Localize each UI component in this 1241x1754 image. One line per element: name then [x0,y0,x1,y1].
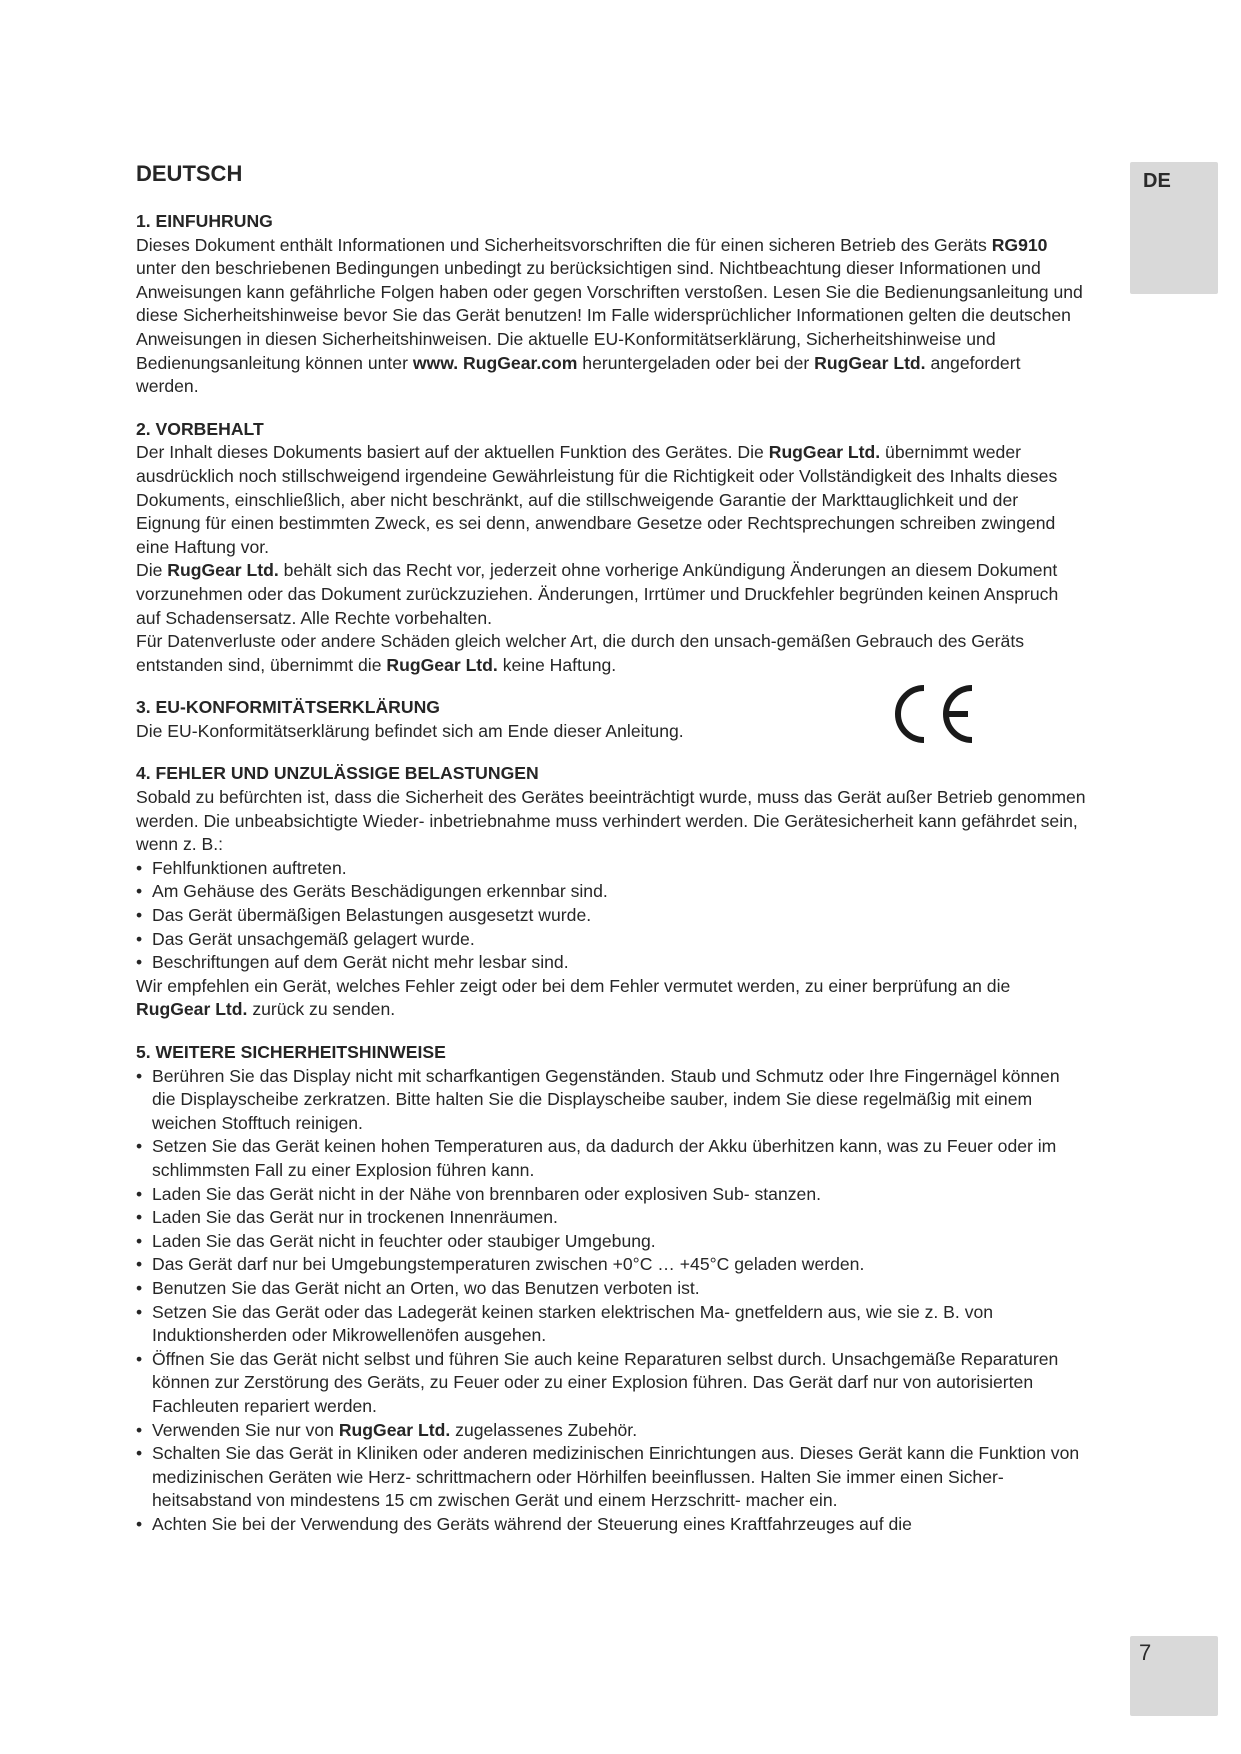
model-name: RG910 [991,234,1048,255]
paragraph [136,441,1086,559]
text-run: Wir empfehlen ein Gerät, welches Fehler zeigt oder bei dem Fehler vermutet werden, zu einer berprüfung an die [136,975,1011,996]
list-item: • Das Gerät übermäßigen Belastungen ausgesetzt wurde. [136,904,1086,928]
company-name: RugGear Ltd. [167,560,279,581]
list-item [136,1419,1086,1443]
section-faults [136,762,1086,1022]
section-disclaimer [136,418,1086,678]
text-run: behält sich das Recht vor, jederzeit ohne vorherige Ankündigung Änderungen an diesem Dokument vorzunehmen oder das Dokument zurückzuziehen. Änderungen, Irrtümer und Druckfehler begründen keinen Anspruch auf Schadensersatz. Alle Rechte vorbehalten. [136,560,1059,628]
paragraph [136,630,1086,677]
text-run: Der Inhalt dieses Dokuments basiert auf der aktuellen Funktion des Gerätes. Die [136,442,769,463]
language-tab-label: DE [1143,170,1171,192]
text-run: heruntergeladen oder bei der [577,352,815,373]
list-item: • Laden Sie das Gerät nicht in feuchter oder staubiger Umgebung. [136,1230,1086,1254]
page-number: 7 [1139,1640,1152,1665]
list-item: • Schalten Sie das Gerät in Kliniken oder anderen medizinischen Einrichtungen aus. Dieses Gerät kann die Funktion von medizinischen Geräten wie Herz- schrittmachern oder Hörhilfen beeinflussen. Halten Sie immer einen Sicher- heitsabstand von mindestens 15 cm zwischen Gerät und einem Herzschritt- macher ein. [136,1442,1086,1513]
fault-list [136,857,1086,975]
list-item: • Beschriftungen auf dem Gerät nicht mehr lesbar sind. [136,951,1086,975]
text-run: zugelassenes Zubehör. [450,1419,638,1440]
text-run: Dieses Dokument enthält Informationen und Sicherheitsvorschriften die für einen sicheren Betrieb des Geräts [136,234,992,255]
page-number-tab [1130,1636,1218,1716]
company-name: RugGear Ltd. [136,999,248,1020]
section-heading: 3. EU-KONFORMITÄTSERKLÄRUNG [136,697,440,718]
list-item: • Setzen Sie das Gerät keinen hohen Temperaturen aus, da dadurch der Akku überhitzen kann, was zu Feuer oder im schlimmsten Fall zu einer Explosion führen kann. [136,1135,1086,1182]
text-run: Verwenden Sie nur von [152,1419,339,1440]
section-heading: 2. VORBEHALT [136,418,264,439]
company-name: RugGear Ltd. [768,442,881,463]
document-title: DEUTSCH [136,161,243,186]
text-run: Für Datenverluste oder andere Schäden gleich welcher Art, die durch den unsach-gemäßen Gebrauch des Geräts entstanden sind, übernimmt die [136,631,1025,675]
section-eu-conformity [136,696,1086,743]
list-item: • Am Gehäuse des Geräts Beschädigungen erkennbar sind. [136,880,1086,904]
paragraph [136,234,1086,399]
paragraph [136,975,1086,1022]
list-item: • Das Gerät darf nur bei Umgebungstemperaturen zwischen +0°C … +45°C geladen werden. [136,1253,1086,1277]
text-run: unter den beschriebenen Bedingungen unbedingt zu berücksichtigen sind. Nichtbeachtung dieser Informationen und Anweisungen kann gefährliche Folgen haben oder gegen Vorschriften verstoßen. Lesen Sie die Bedienungsanleitung und diese Sicherheitshinweise bevor Sie das Gerät benutzen! Im Falle widersprüchlicher Informationen gelten die deutschen Anweisungen in diesen Sicherheitshinweisen. Die aktuelle EU-Konformitätserklärung, Sicherheitshinweise und Bedienungsanleitung können unter [136,258,1083,373]
text-run: übernimmt weder ausdrücklich noch stillschweigend irgendeine Gewährleistung für die Richtigkeit oder Vollständigkeit des Inhalts dieses Dokuments, einschließlich, aber nicht beschränkt, auf die stillschweigende Garantie der Markttauglichkeit und der Eignung für einen bestimmten Zweck, es sei denn, anwendbare Gesetze oder Rechtsprechungen schreiben zwingend eine Haftung vor. [136,442,1058,557]
company-name: RugGear Ltd. [338,1419,451,1440]
text-run: keine Haftung. [497,654,617,675]
list-item: • Berühren Sie das Display nicht mit scharfkantigen Gegenständen. Staub und Schmutz oder Ihre Fingernägel können die Displayscheibe zerkratzen. Bitte halten Sie die Displayscheibe sauber, indem Sie diese regelmäßig mit einem weichen Stofftuch reinigen. [136,1065,1086,1136]
text-run: Die [136,560,168,581]
company-name: RugGear Ltd. [814,352,926,373]
list-item: • Laden Sie das Gerät nur in trockenen Innenräumen. [136,1206,1086,1230]
section-heading: 5. WEITERE SICHERHEITSHINWEISE [136,1042,446,1062]
language-tab [1130,162,1218,294]
document-content [136,160,1086,1555]
text-run: zurück zu senden. [247,999,396,1020]
text-run: angefordert werden. [136,352,1021,397]
list-item: • Benutzen Sie das Gerät nicht an Orten, wo das Benutzen verboten ist. [136,1277,1086,1301]
paragraph: Sobald zu befürchten ist, dass die Sicherheit des Gerätes beeinträchtigt wurde, muss das Gerät außer Betrieb genommen werden. Die unbeabsichtigte Wieder- inbetriebnahme muss verhindert werden. Die Gerätesicherheit kann gefährdet sein, wenn z. B.: [136,787,1086,855]
list-item: • Das Gerät unsachgemäß gelagert wurde. [136,928,1086,952]
paragraph [136,559,1086,630]
list-item: • Achten Sie bei der Verwendung des Geräts während der Steuerung eines Kraftfahrzeuges auf die [136,1513,1086,1537]
safety-list [136,1065,1086,1537]
section-heading: 4. FEHLER UND UNZULÄSSIGE BELASTUNGEN [136,763,539,784]
list-item: • Öffnen Sie das Gerät nicht selbst und führen Sie auch keine Reparaturen selbst durch. Unsachgemäße Reparaturen können zur Zerstörung des Geräts, zu Feuer oder zu einer Explosion führen. Das Gerät darf nur von autorisierten Fachleuten repariert werden. [136,1348,1086,1419]
list-item: • Laden Sie das Gerät nicht in der Nähe von brennbaren oder explosiven Sub- stanzen. [136,1183,1086,1207]
section-introduction [136,210,1086,399]
ce-mark-icon [888,682,978,746]
website: www. RugGear.com [412,352,578,373]
company-name: RugGear Ltd. [386,654,498,675]
paragraph: Die EU-Konformitätserklärung befindet sich am Ende dieser Anleitung. [136,720,684,741]
section-safety-notes [136,1041,1086,1536]
list-item: • Setzen Sie das Gerät oder das Ladegerät keinen starken elektrischen Ma- gnetfeldern aus, wie sie z. B. von Induktionsherden oder Mikrowellenöfen ausgehen. [136,1301,1086,1348]
list-item: • Fehlfunktionen auftreten. [136,857,1086,881]
section-heading: 1. EINFUHRUNG [136,211,273,231]
